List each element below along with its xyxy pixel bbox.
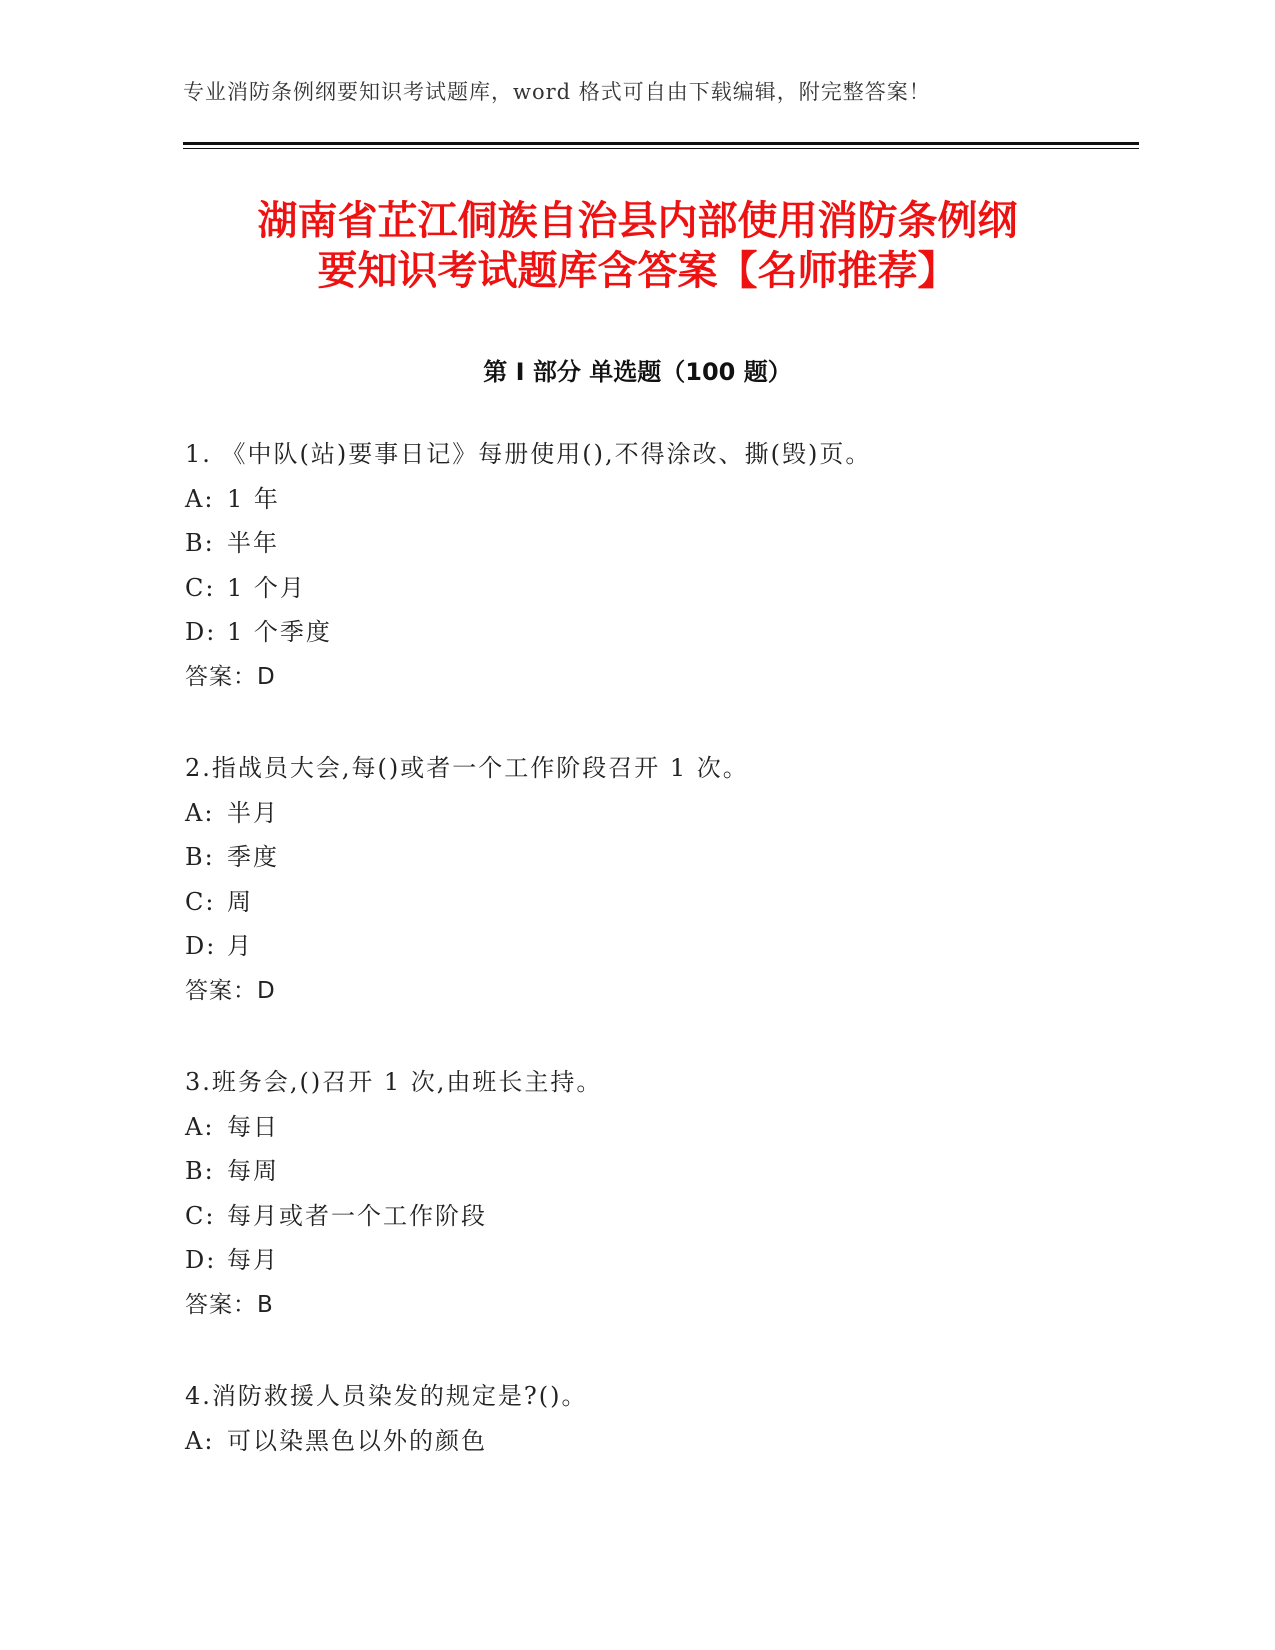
option-a [185, 477, 1105, 522]
option-letter: A: [185, 1112, 215, 1141]
option-a [185, 1419, 1105, 1464]
option-text: 1 个季度 [227, 618, 332, 646]
option-text: 每日 [227, 1112, 279, 1141]
option-letter: D: [185, 932, 217, 960]
option-text: 半月 [227, 798, 279, 827]
question-stem: 4.消防救援人员染发的规定是?()。 [185, 1382, 588, 1410]
option-text: 半年 [227, 529, 279, 557]
option-letter: A: [185, 1426, 215, 1455]
option-text: 1 年 [227, 484, 280, 513]
option-letter: C: [185, 887, 216, 916]
option-c [185, 566, 1105, 611]
question-4 [185, 1374, 1105, 1463]
option-text: 周 [227, 887, 253, 916]
question-stem: 2.指战员大会,每()或者一个工作阶段召开 1 次。 [185, 754, 749, 782]
option-b [185, 1149, 1105, 1194]
option-d [185, 924, 1105, 969]
header-rule-thin [183, 148, 1139, 149]
header-rule-thick [183, 142, 1139, 145]
option-letter: A: [185, 484, 215, 513]
title-line-1: 湖南省芷江侗族自治县内部使用消防条例纲 [257, 198, 1018, 244]
option-text: 可以染黑色以外的颜色 [227, 1426, 487, 1455]
option-d [185, 610, 1105, 655]
question-list [185, 432, 1105, 1510]
option-text: 季度 [227, 843, 279, 871]
option-letter: B: [185, 1157, 215, 1185]
document-title [150, 196, 1125, 296]
option-letter: D: [185, 618, 217, 646]
question-3 [185, 1060, 1105, 1327]
option-text: 月 [227, 932, 253, 960]
answer: 答案：D [185, 977, 276, 1004]
option-letter: D: [185, 1246, 217, 1274]
title-line-2: 要知识考试题库含答案【名师推荐】 [317, 248, 958, 294]
section-title: 第 I 部分 单选题（100 题） [483, 358, 792, 386]
option-a [185, 1105, 1105, 1150]
option-text: 1 个月 [227, 573, 306, 602]
option-text: 每周 [227, 1157, 279, 1185]
option-letter: C: [185, 1201, 216, 1230]
option-c [185, 880, 1105, 925]
option-a [185, 791, 1105, 836]
header-note: 专业消防条例纲要知识考试题库，word 格式可自由下载编辑，附完整答案！ [183, 80, 931, 104]
option-letter: B: [185, 843, 215, 871]
question-stem: 1. 《中队(站)要事日记》每册使用(),不得涂改、撕(毁)页。 [185, 440, 872, 468]
question-stem: 3.班务会,()召开 1 次,由班长主持。 [185, 1068, 603, 1096]
option-text: 每月或者一个工作阶段 [227, 1201, 487, 1230]
question-2 [185, 746, 1105, 1013]
answer: 答案：B [185, 1291, 274, 1318]
answer: 答案：D [185, 663, 276, 690]
option-b [185, 835, 1105, 880]
option-b [185, 521, 1105, 566]
option-c [185, 1194, 1105, 1239]
option-d [185, 1238, 1105, 1283]
option-letter: C: [185, 573, 216, 602]
question-1 [185, 432, 1105, 699]
option-text: 每月 [227, 1246, 279, 1274]
option-letter: B: [185, 529, 215, 557]
option-letter: A: [185, 798, 215, 827]
